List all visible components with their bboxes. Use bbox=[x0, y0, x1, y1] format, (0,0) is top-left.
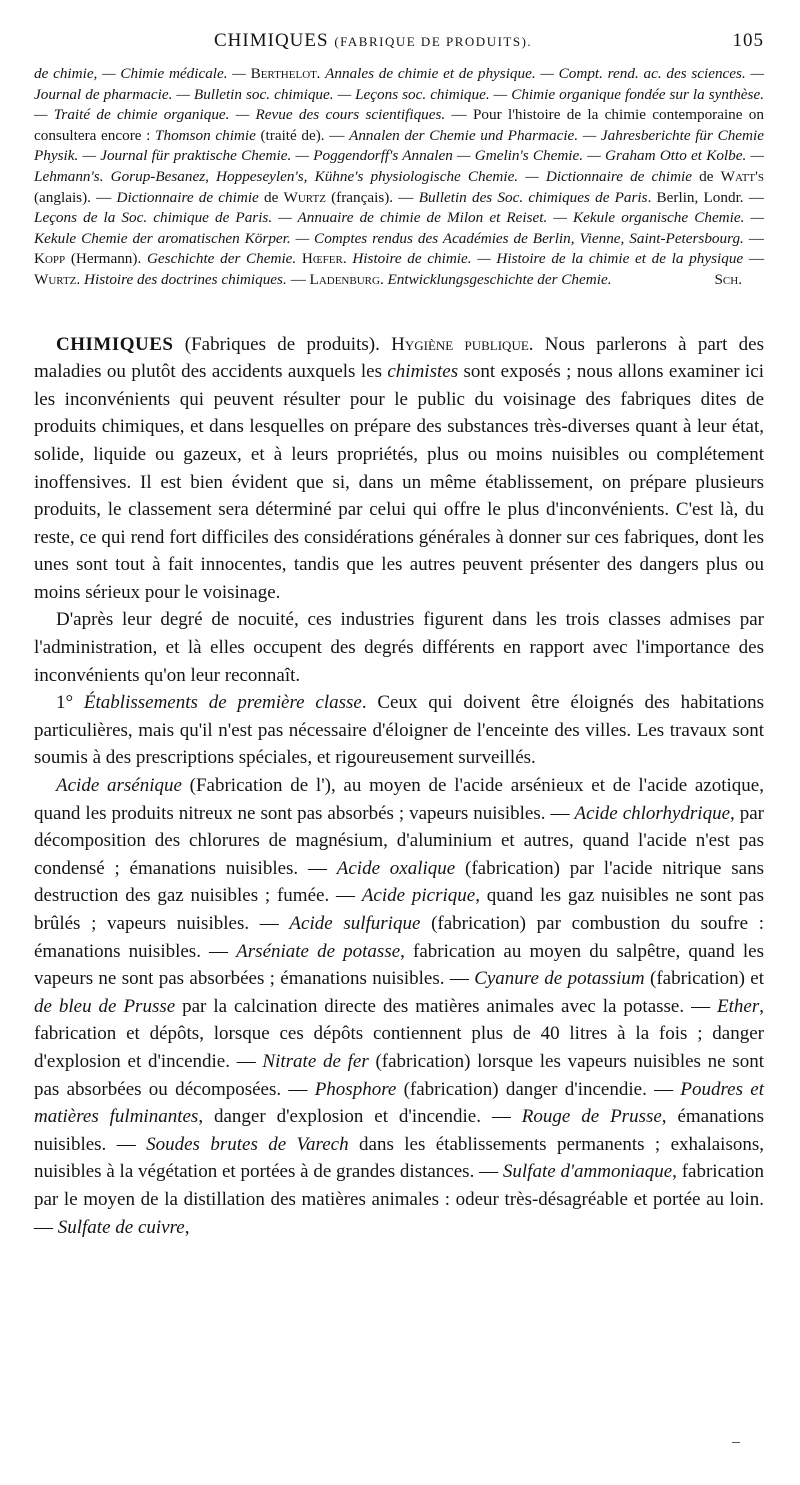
text-run: (fabrication) par l'acide nitrique sans destruction des gaz nuisibles ; fumée. — bbox=[34, 857, 764, 907]
text-run: (traité de). — bbox=[255, 126, 350, 144]
italic-term: Bulletin des Soc. chimiques de Paris bbox=[418, 188, 648, 206]
text-run: (fabrication) et bbox=[644, 968, 764, 990]
text-run: D'après leur degré de nocuité, ces industries figurent dans les trois classes admises par l'administration, et là elles occupent des degrés différents en rapport avec l'importance des inconvénients qu'on leur reconnaît. bbox=[34, 609, 764, 686]
italic-term: Poudres et matières fulminantes bbox=[34, 1078, 764, 1128]
author-signature: Sch. bbox=[714, 270, 742, 288]
bibliography-text bbox=[34, 65, 764, 288]
italic-term: Thomson chimie bbox=[155, 126, 256, 144]
text-run: (Hermann). bbox=[65, 250, 147, 268]
text-run: — bbox=[743, 229, 764, 247]
text-run: dans les établissements permanents ; exhalaisons, nuisibles à la végétation et portées à de grandes distances. — bbox=[34, 1133, 764, 1183]
italic-term: Acide arsénique bbox=[56, 775, 182, 797]
text-run: (fabrication) danger d'incendie. — bbox=[396, 1078, 681, 1100]
article-paragraph bbox=[34, 689, 764, 772]
text-run: (français). — bbox=[325, 188, 419, 206]
running-head-title bbox=[214, 30, 532, 52]
italic-term: Dictionnaire de chimie bbox=[116, 188, 259, 206]
running-head-title-sub: (FABRIQUE DE PRODUITS). bbox=[334, 34, 533, 49]
small-caps-name: Berthelot bbox=[250, 65, 317, 82]
italic-term: Leçons de la Soc. chimique de Paris. — Annuaire de chimie de Milon et Reiset. — Kekule organische Chemie. — Kekule Chemie der aromatischen Körper. — Comptes rendus des Académies de Berlin, Vienne, Saint-Petersbourg. bbox=[34, 209, 764, 247]
italic-term: Acide oxalique bbox=[336, 857, 456, 879]
article-paragraph bbox=[34, 606, 764, 689]
article-paragraph bbox=[34, 331, 764, 607]
text-run: , bbox=[184, 1216, 190, 1238]
small-caps-name: Watt's bbox=[720, 167, 764, 185]
text-run: . Berlin, Londr. — bbox=[647, 188, 764, 206]
small-caps-name: Wurtz bbox=[34, 270, 77, 288]
text-run: (anglais). — bbox=[34, 188, 117, 206]
text-run: . Nous parlerons à part des maladies ou plutôt des accidents auxquels les bbox=[34, 333, 765, 383]
page bbox=[34, 30, 764, 1241]
text-run: (Fabrication de l'), au moyen de l'acide arsénieux et de l'acide azotique, quand les produits nitreux ne sont pas absorbés ; vapeurs nuisibles. — bbox=[34, 775, 764, 824]
text-run: . Ceux qui doivent être éloignés des habitations particulières, mais qu'il n'est pas nécessaire d'éloigner de l'enceinte des villes. Les travaux sont soumis à des prescriptions spéciales, et rigoureusement surveillés. bbox=[34, 692, 764, 769]
italic-term: Annalen der Chemie und Pharmacie. — Jahresberichte für Chemie Physik. — Journal für praktische Chemie. — Poggendorff's Annalen — Gmelin's Chemie. — Graham Otto et Kolbe. — Lehmann's. Gorup-Besanez, Hoppeseylen's, Kühne's physiologische Chemie. — Dictionnaire de chimie bbox=[34, 126, 764, 185]
text-run: (Fabriques de produits). bbox=[173, 333, 392, 355]
page-number: 105 bbox=[732, 30, 764, 51]
text-run: — Pour l'histoire de la chimie contemporaine on consultera encore : bbox=[34, 106, 764, 144]
text-run: . bbox=[342, 250, 353, 268]
article-body bbox=[34, 331, 764, 1242]
italic-term: Établissements de première classe bbox=[83, 692, 362, 714]
italic-term: Acide picrique bbox=[361, 885, 476, 907]
italic-term: Sulfate de cuivre bbox=[57, 1216, 185, 1238]
text-run: sont exposés ; nous allons examiner ici les inconvénients qui peuvent résulter pour le public du voisinage des fabriques dites de produits chimiques, et dans lesquelles on prépare des substances très-diverses quant à leur état, solide, liquide ou gazeux, et à leurs propriétés, plus ou moins nuisibles ou complétement inoffensives. Il est bien évident que si, dans un même établissement, on prépare plusieurs produits, le classement sera déterminé par celui qui offre le plus d'inconvénients. C'est là, du reste, ce qui rend fort difficiles des considérations générales à donner sur ces fabriques, dont les unes sont tout à fait innocentes, tandis que les autres peuvent présenter des dangers plus ou moins sérieux pour le voisinage. bbox=[34, 361, 764, 603]
text-run: , danger d'explosion et d'incendie. — bbox=[198, 1106, 522, 1128]
italic-term: Sulfate d'ammoniaque bbox=[502, 1161, 673, 1183]
italic-term: Ether bbox=[717, 995, 760, 1017]
italic-term: de chimie, — Chimie médicale. — bbox=[34, 65, 251, 82]
italic-term: Rouge de Prusse bbox=[521, 1106, 662, 1128]
italic-term: Histoire de chimie. — Histoire de la chimie et de la physique bbox=[352, 250, 744, 268]
italic-term: Entwicklungsgeschichte der Chemie. bbox=[387, 270, 612, 288]
italic-term: chimistes bbox=[387, 361, 459, 383]
italic-term: . Annales de chimie et de physique. — Compt. rend. ac. des sciences. — Journal de pharmacie. — Bulletin soc. chimique. — Leçons soc. chimique. — Chimie organique fondée sur la synthèse. — Traité de chimie organique. — Revue des cours scientifiques. bbox=[34, 65, 764, 124]
text-run: , fabrication par le moyen de la distillation des matières animales : odeur très-désagréable et portée au loin. — bbox=[34, 1161, 764, 1238]
text-run: , par décomposition des chlorures de magnésium, d'aluminium et autres, quand l'acide n'est pas condensé ; émanations nuisibles. — bbox=[34, 802, 764, 879]
entry-headword: CHIMIQUES bbox=[56, 333, 174, 355]
footer-mark bbox=[732, 1442, 740, 1443]
small-caps-name: Hœfer bbox=[301, 250, 343, 268]
text-run: 1° bbox=[56, 692, 84, 714]
italic-term: Histoire des doctrines chimiques. bbox=[84, 270, 287, 288]
text-run: de bbox=[692, 167, 721, 185]
text-run: (fabrication) lorsque les vapeurs nuisibles ne sont pas absorbées ou décomposées. — bbox=[34, 1050, 764, 1100]
italic-term: Soudes brutes de Varech bbox=[146, 1133, 349, 1155]
article-paragraph bbox=[34, 772, 764, 1241]
italic-term: de bleu de Prusse bbox=[34, 995, 176, 1017]
bibliography-block bbox=[34, 64, 764, 291]
running-head-title-main: CHIMIQUES bbox=[214, 30, 329, 51]
text-run: — bbox=[286, 270, 310, 288]
italic-term: Acide sulfurique bbox=[289, 913, 421, 934]
text-run: . bbox=[379, 270, 388, 288]
italic-term: Geschichte der Chemie. bbox=[146, 250, 297, 268]
italic-term: Cyanure de potassium bbox=[474, 968, 645, 990]
text-run: , émanations nuisibles. — bbox=[34, 1106, 764, 1155]
italic-term: Phosphore bbox=[314, 1078, 397, 1100]
text-run: — bbox=[743, 250, 765, 268]
small-caps-name: Ladenburg bbox=[309, 270, 380, 288]
text-run: , fabrication au moyen du salpêtre, quand les vapeurs ne sont pas absorbées ; émanations nuisibles. — bbox=[34, 940, 764, 990]
small-caps-name: Kopp bbox=[34, 250, 66, 268]
italic-term: Nitrate de fer bbox=[262, 1050, 369, 1072]
text-run: par la calcination directe des matières animales avec la potasse. — bbox=[175, 995, 718, 1017]
text-run: (fabrication) par combustion du soufre : émanations nuisibles. — bbox=[34, 913, 765, 962]
small-caps-name: Hygiène publique bbox=[391, 333, 529, 355]
italic-term: Acide chlorhydrique bbox=[574, 802, 730, 824]
text-run: . bbox=[76, 270, 84, 288]
text-run: , fabrication et dépôts, lorsque ces dépôts contiennent plus de 40 litres à la fois ; danger d'explosion et d'incendie. — bbox=[34, 995, 764, 1072]
text-run: , quand les gaz nuisibles ne sont pas brûlés ; vapeurs nuisibles. — bbox=[34, 885, 764, 934]
italic-term: Arséniate de potasse bbox=[236, 940, 401, 962]
text-run: de bbox=[258, 188, 284, 206]
small-caps-name: Wurtz bbox=[283, 188, 326, 206]
running-head bbox=[34, 30, 764, 56]
